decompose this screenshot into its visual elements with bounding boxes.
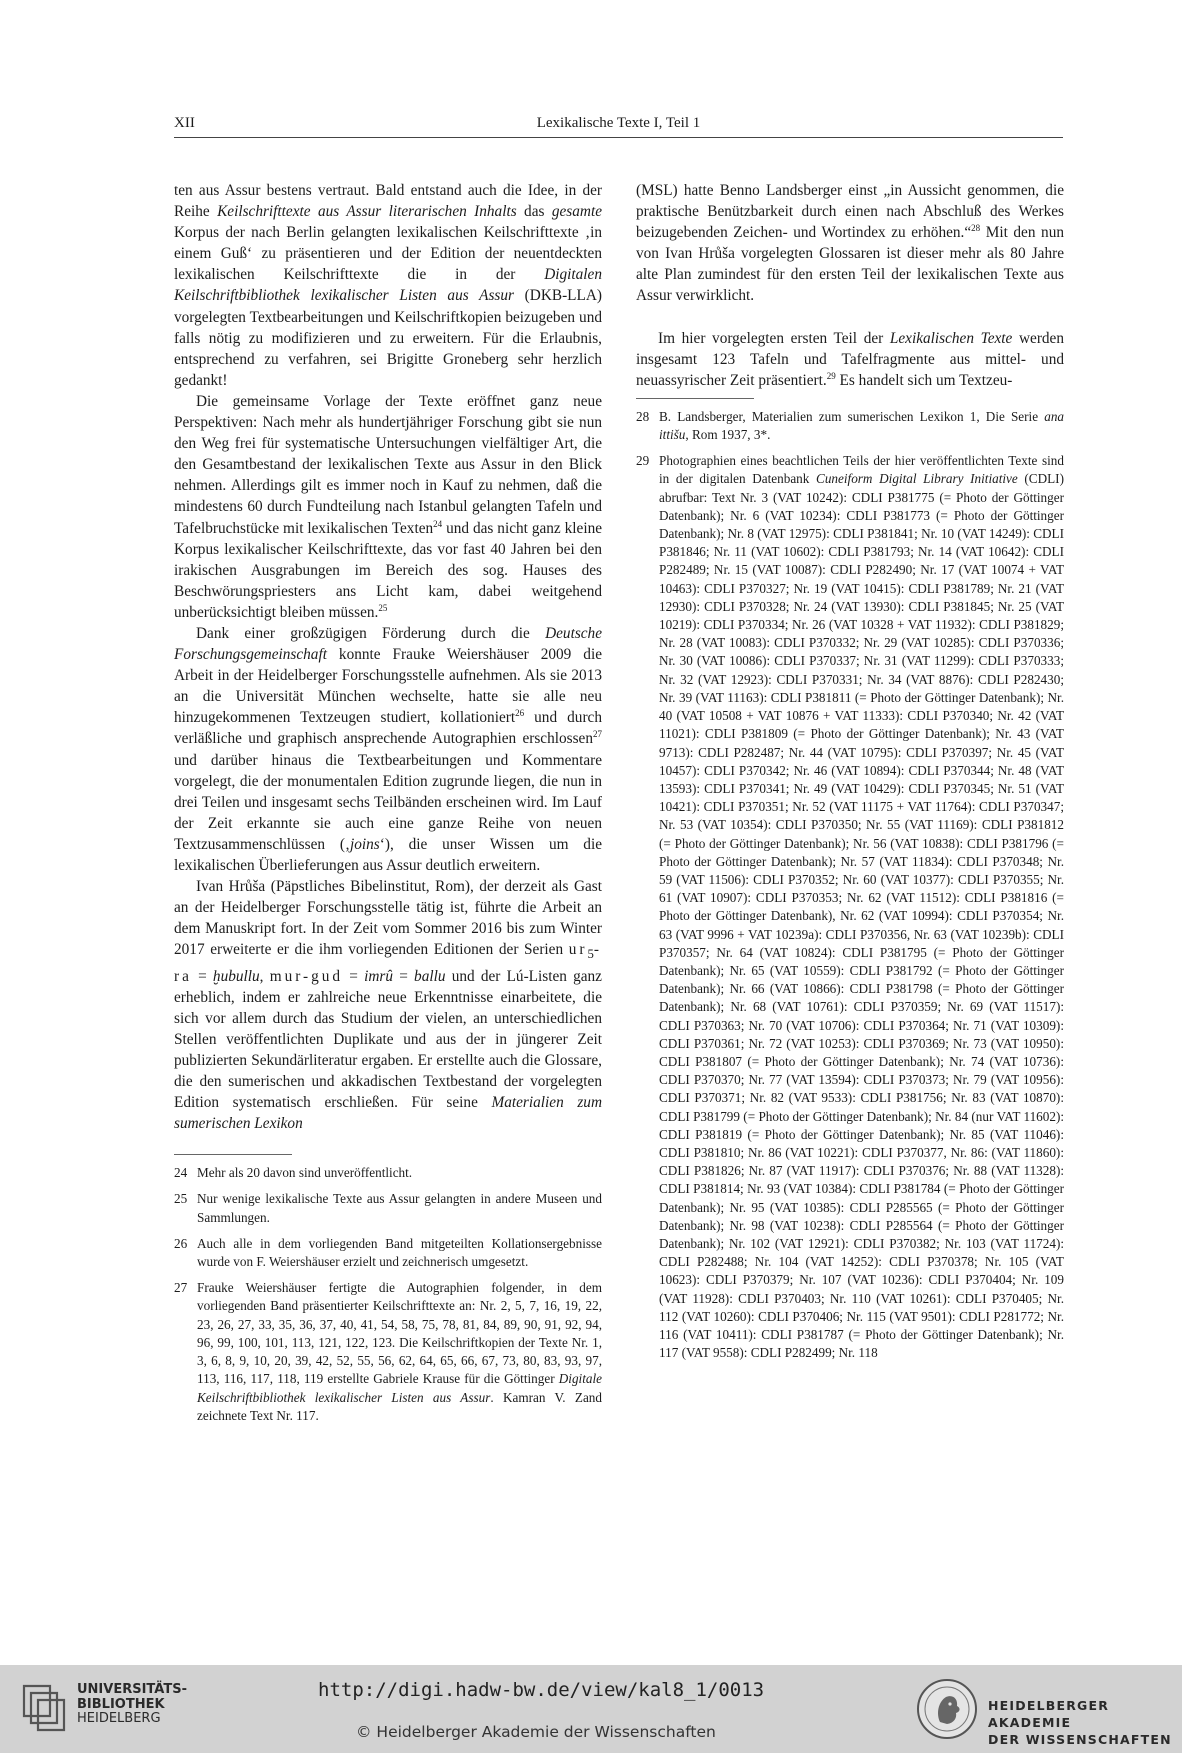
footnote-divider [636, 398, 754, 399]
footnote: 24 Mehr als 20 davon sind unveröffentlicht. [174, 1165, 413, 1181]
university-library-name: UNIVERSITÄTS- BIBLIOTHEK HEIDELBERG [77, 1682, 187, 1726]
footer-bar [0, 1665, 1182, 1753]
academy-seal-icon [916, 1678, 978, 1740]
footnote: 27 Frauke Weiershäuser fertigte die Autographien folgender, in dem vorliegenden Band präsentierter Keilschrifttexte an: Nr. 2, 5, 7, 16, 19, 22, 23, 26, 27, 33, 35, 36, 37, 40, 41, 54, 58, 75, 78, 81, 84, 89, 90, 91, 92, 94, 96, 99, 100, 101, 113, 121, 122, 123. Die Keilschriftkopien der Texte Nr. 1, 3, 6, 8, 9, 10, 20, 39, 42, 52, 55, 56, 62, 64, 65, 66, 67, 73, 80, 83, 93, 97, 113, 116, 117, 118, 119 erstellte Gabriele Krause für die Göttinger Digitale Keilschriftbibliothek lexikalischer Listen aus Assur. Kamran V. Zand zeichnete Text Nr. 117. [174, 1280, 602, 1423]
footnote-divider [174, 1154, 292, 1155]
footnote-ref: 25 [378, 602, 388, 613]
footnote: 28 B. Landsberger, Materialien zum sumerischen Lexikon 1, Die Serie ana ittišu, Rom 1937, 3*. [636, 408, 1064, 443]
permalink-url[interactable]: http://digi.hadw-bw.de/view/kal8_1/0013 [318, 1679, 765, 1701]
footnote-ref: 27 [593, 729, 602, 740]
paragraph: (MSL) hatte Benno Landsberger einst „in Aussicht genommen, die praktische Benützbarkeit durch einen nach Abschluß des Werkes beizugebenden Zeichen- und Wortindex zu erhöhen.“$^{28}$ Mit den nun von Ivan Hrůša vorgelegten Glossaren ist dieser mehr als 80 Jahre alte Plan zumindest für den ersten Teil der lexikalischen Texte aus Assur verwirklicht. [636, 182, 1064, 305]
footnote: 29 Photographien eines beachtlichen Teils der hier veröffentlichten Texte sind in der digitalen Datenbank Cuneiform Digital Library Initiative (CDLI) abrufbar: Text Nr. 3 (VAT 10242): CDLI P381775 (= Photo der Göttinger Datenbank); Nr. 6 (VAT 10234): CDLI P381773 (= Photo der Göttinger Datenbank); Nr. 8 (VAT 12975): CDLI P381841; Nr. 10 (VAT 14249): CDLI P381846; Nr. 11 (VAT 10602): CDLI P381793; Nr. 14 (VAT 10642): CDLI P282489; Nr. 15 (VAT 10087): CDLI P282490; Nr. 17 (VAT 10074 + VAT 10463): CDLI P370327; Nr. 19 (VAT 10415): CDLI P381789; Nr. 21 (VAT 12930): CDLI P370328; Nr. 24 (VAT 13930): CDLI P381845; Nr. 25 (VAT 10219): CDLI P370334; Nr. 26 (VAT 10328 + VAT 11932): CDLI P381829; Nr. 28 (VAT 10083): CDLI P370332; Nr. 29 (VAT 10285): CDLI P370336; Nr. 30 (VAT 10086): CDLI P370337; Nr. 31 (VAT 11299): CDLI P370333; Nr. 32 (VAT 12923): CDLI P370331; Nr. 34 (VAT 8876): CDLI P282430; Nr. 39 (VAT 11163): CDLI P381811 (= Photo der Göttinger Datenbank); Nr. 40 (VAT 10508 + VAT 10876 + VAT 11333): CDLI P370340; Nr. 42 (VAT 11021): CDLI P381809 (= Photo der Göttinger Datenbank); Nr. 43 (VAT 9713): CDLI P282487; Nr. 44 (VAT 10795): CDLI P370397; Nr. 45 (VAT 10457): CDLI P370342; Nr. 46 (VAT 10894): CDLI P370344; Nr. 48 (VAT 13593): CDLI P370341; Nr. 49 (VAT 10429): CDLI P370345; Nr. 51 (VAT 10421): CDLI P370351; Nr. 52 (VAT 11175 + VAT 11764): CDLI P370347; Nr. 53 (VAT 10354): CDLI P370350; Nr. 55 (VAT 11169): CDLI P381812 (= Photo der Göttinger Datenbank); Nr. 56 (VAT 10838): CDLI P381796 (= Photo der Göttinger Datenbank); Nr. 57 (VAT 11834): CDLI P370348; Nr. 59 (VAT 11506): CDLI P370352; Nr. 60 (VAT 10377): CDLI P370355; Nr. 61 (VAT 10907): CDLI P370353; Nr. 62 (VAT 11512): CDLI P381816 (= Photo der Göttinger Datenbank), Nr. 62 (VAT 10994): CDLI P370354; Nr. 63 (VAT 9996 + VAT 10239a): CDLI P370356, Nr. 63 (VAT 10239b): CDLI P370357; Nr. 64 (VAT 10824): CDLI P381795 (= Photo der Göttinger Datenbank); Nr. 65 (VAT 10559): CDLI P381792 (= Photo der Göttinger Datenbank); Nr. 66 (VAT 10866): CDLI P381798 (= Photo der Göttinger Datenbank); Nr. 68 (VAT 10761): CDLI P370359; Nr. 69 (VAT 11517): CDLI P370363; Nr. 70 (VAT 10706): CDLI P370364; Nr. 71 (VAT 10309): CDLI P370361; Nr. 72 (VAT 10253): CDLI P370369; Nr. 73 (VAT 10950): CDLI P381807 (= Photo der Göttinger Datenbank); Nr. 74 (VAT 10736): CDLI P370370; Nr. 77 (VAT 13594): CDLI P370373; Nr. 79 (VAT 10956): CDLI P370371; Nr. 82 (VAT 9533): CDLI P381756; Nr. 83 (VAT 10870): CDLI P381799 (= Photo der Göttinger Datenbank); Nr. 84 (nur VAT 11602): CDLI P381819 (= Photo der Göttinger Datenbank); Nr. 85 (VAT 11046): CDLI P381810; Nr. 86 (VAT 10221): CDLI P370377, Nr. 86: (VAT 11860): CDLI P381826; Nr. 87 (VAT 11917): CDLI P370376; Nr. 88 (VAT 11328): CDLI P381814; Nr. 93 (VAT 10384): CDLI P381784 (= Photo der Göttinger Datenbank); Nr. 95 (VAT 10385): CDLI P285565 (= Photo der Göttinger Datenbank); Nr. 98 (VAT 10238): CDLI P285564 (= Photo der Göttinger Datenbank); Nr. 102 (VAT 12921): CDLI P370382; Nr. 103 (VAT 11724): CDLI P282488; Nr. 104 (VAT 14252): CDLI P370378; Nr. 105 (VAT 10623): CDLI P370379; Nr. 107 (VAT 10236): CDLI P370404; Nr. 109 (VAT 11928): CDLI P370403; Nr. 110 (VAT 10261): CDLI P370405; Nr. 112 (VAT 10260): CDLI P370406; Nr. 115 (VAT 9501): CDLI P281772; Nr. 116 (VAT 10411): CDLI P381787 (= Photo der Göttinger Datenbank); Nr. 117 (VAT 9558): CDLI P282499; Nr. 118 [636, 453, 1064, 1361]
university-library-logo-icon [20, 1682, 70, 1734]
footnote-ref: 24 [433, 518, 443, 529]
academy-name: HEIDELBERGER AKADEMIE DER WISSENSCHAFTEN [988, 1698, 1172, 1747]
page-number: XII [174, 115, 195, 131]
footnote: 26 Auch alle in dem vorliegenden Band mitgeteilten Kollationsergebnisse wurde von F. Weiershäuser erzielt und zeichnerisch umgesetzt. [174, 1235, 602, 1270]
footnote: 25 Nur wenige lexikalische Texte aus Assur gelangten in andere Museen und Sammlungen. [174, 1191, 602, 1225]
footnote-ref: 26 [515, 708, 525, 719]
paragraph: ten aus Assur bestens vertraut. Bald entstand auch die Idee, in der Reihe Keilschrifttexte aus Assur literarischen Inhalts das gesamte Korpus der nach Berlin gelangten lexikalischen Keilschrifttexte ‚in einem Guß‘ zu präsentieren und der Edition der neuentdeckten lexikalischen Keilschrifttexte die in der Digitalen Keilschriftbibliothek lexikalischer Listen aus Assur (DKB-LLA) vorgelegten Textbearbeitungen und Keilschriftkopien beizugeben und falls nötig zu modifizieren und zu erweitern. Für die Erlaubnis, entsprechend zu verfahren, sei Brigitte Groneberg sehr herzlich gedankt! [174, 182, 602, 389]
footnote-ref: 28 [971, 223, 981, 234]
left-column [174, 180, 602, 1425]
running-title: Lexikalische Texte I, Teil 1 [536, 115, 701, 131]
copyright-notice: © Heidelberger Akademie der Wissenschaften [356, 1723, 716, 1741]
paragraph: Im hier vorgelegten ersten Teil der Lexikalischen Texte werden insgesamt 123 Tafeln und Tafelfragmente aus mittel- und neuassyrischer Zeit präsentiert.$^{29}$ Es handelt sich um Textzeu- [636, 329, 1064, 389]
paragraph: Die gemeinsame Vorlage der Texte eröffnet ganz neue Perspektiven: Nach mehr als hundertjähriger Forschung gibt sie nun den Weg frei für systematische Untersuchungen vielfältiger Art, die den Gesamtbestand der lexikalischen Texte aus Assur in den Blick nehmen. Allerdings gilt es immer noch in Kauf zu nehmen, daß die mindestens 60 durch Fundteilung nach Istanbul gelangten Tafeln und Tafelbruchstücke mit lexikalischen Texten$^{24}$ und das nicht ganz kleine Korpus lexikalischer Keilschrifttexte, das vor fast 40 Jahren bei den irakischen Ausgrabungen im Bereich des sog. Hauses des Beschwörungspriesters ans Licht kam, dabei weitgehend unberücksichtigt bleiben müssen.$^{25}$ [174, 392, 603, 621]
paragraph: Dank einer großzügigen Förderung durch die Deutsche Forschungsgemeinschaft konnte Frauke Weiershäuser 2009 die Arbeit in der Heidelberger Forschungsstelle aufnehmen. Als sie 2013 an die Universität München wechselte, hatte sie alle neu hinzugekommenen Textzeugen studiert, kollationiert$^{26}$ und durch verläßliche und graphisch ansprechende Autographien erschlossen$^{27}$ und darüber hinaus die Textbearbeitungen und Kommentare vorgelegt, die der monumentalen Edition zugrunde liegen, die nun in drei Teilen und insgesamt sechs Teilbänden erscheinen wird. Im Lauf der Zeit erkannte sie auch eine ganze Reihe von neuen Textzusammenschlüssen (‚joins‘), die unser Wissen um die lexikalischen Überlieferungen aus Assur deutlich erweitern. [174, 624, 602, 874]
running-header [174, 111, 1063, 138]
footnote-ref: 29 [826, 370, 836, 381]
paragraph: Ivan Hrůša (Päpstliches Bibelinstitut, Rom), der derzeit als Gast an der Heidelberger Forschungsstelle tätig ist, führte die Arbeit an dem Manuskript fort. In der Zeit vom Sommer 2016 bis zum Winter 2017 erweiterte er die ihm vorliegenden Editionen der Serien $ur_5-ra$ = ḫubullu, mur-gud = imrû = ballu und der Lú-Listen ganz erheblich, indem er zahlreiche neue Erkenntnisse einarbeitete, die sich vor allem durch das Studium der vielen, an unterschiedlichen Stellen veröffentlichten Duplikate und aus der in jüngerer Zeit publizierten Sekundärliteratur ergaben. Er erstellte auch die Glossare, die den sumerischen und akkadischen Textbestand der vorgelegten Edition systematisch erschließen. Für seine Materialien zum sumerischen Lexikon [174, 878, 602, 1133]
right-column [636, 180, 1064, 1362]
